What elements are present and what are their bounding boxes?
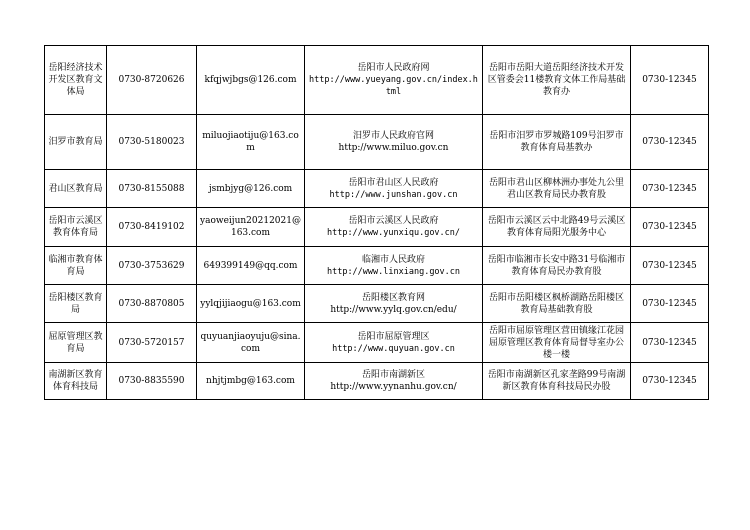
- bureau-name: 汨罗市教育局: [45, 115, 107, 170]
- website-name: 岳阳市南湖新区: [361, 370, 425, 380]
- hotline-number: 0730-12345: [631, 115, 709, 170]
- bureau-name: 岳阳市云溪区教育体育局: [45, 208, 107, 247]
- table-row: [45, 285, 709, 323]
- hotline-number: 0730-12345: [631, 285, 709, 323]
- email-address: kfqjwjbgs@126.com: [197, 46, 305, 115]
- contact-table-body: [45, 46, 709, 400]
- bureau-name: 岳阳经济技术开发区教育文体局: [45, 46, 107, 115]
- hotline-number: 0730-12345: [631, 323, 709, 363]
- website-cell: [305, 46, 483, 115]
- email-address: yaoweijun20212021@163.com: [197, 208, 305, 247]
- website-name: 临湘市人民政府: [361, 254, 425, 265]
- website-name: 岳阳楼区教育网: [361, 292, 425, 303]
- email-address: yylqjijiaogu@163.com: [197, 285, 305, 323]
- table-row: [45, 170, 709, 208]
- phone-number: 0730-3753629: [107, 247, 197, 285]
- website-url[interactable]: http://www.yylq.gov.cn/edu/: [330, 304, 457, 315]
- bureau-name: 君山区教育局: [45, 170, 107, 208]
- hotline-number: 0730-12345: [631, 170, 709, 208]
- website-name: 岳阳市屈原管理区: [357, 331, 430, 342]
- office-address: 岳阳市临湘市长安中路31号临湘市教育体育局民办教育股: [483, 247, 631, 285]
- table-row: [45, 323, 709, 363]
- website-name: 岳阳市君山区人民政府: [348, 177, 439, 188]
- bureau-name: 临湘市教育体育局: [45, 247, 107, 285]
- website-url[interactable]: http://www.yueyang.gov.cn/index.html: [309, 75, 478, 97]
- website-name: 岳阳市云溪区人民政府: [348, 216, 439, 226]
- email-address: nhjtjmbg@163.com: [197, 363, 305, 400]
- website-cell: [305, 208, 483, 247]
- bureau-name: 南湖新区教育体育科技局: [45, 363, 107, 400]
- phone-number: 0730-8835590: [107, 363, 197, 400]
- website-name: 岳阳市人民政府网: [357, 63, 430, 73]
- website-url[interactable]: http://www.linxiang.gov.cn: [326, 266, 461, 277]
- hotline-number: 0730-12345: [631, 363, 709, 400]
- phone-number: 0730-5180023: [107, 115, 197, 170]
- website-cell: [305, 115, 483, 170]
- bureau-name: 屈原管理区教育局: [45, 323, 107, 363]
- hotline-number: 0730-12345: [631, 247, 709, 285]
- phone-number: 0730-5720157: [107, 323, 197, 363]
- website-url[interactable]: http://www.yynanhu.gov.cn/: [330, 382, 457, 392]
- phone-number: 0730-8419102: [107, 208, 197, 247]
- bureau-name: 岳阳楼区教育局: [45, 285, 107, 323]
- phone-number: 0730-8720626: [107, 46, 197, 115]
- phone-number: 0730-8870805: [107, 285, 197, 323]
- website-cell: [305, 285, 483, 323]
- office-address: 岳阳市君山区柳林洲办事处九公里君山区教育局民办教育股: [483, 170, 631, 208]
- website-url[interactable]: http://www.yunxiqu.gov.cn/: [326, 228, 461, 238]
- table-row: [45, 247, 709, 285]
- hotline-number: 0730-12345: [631, 46, 709, 115]
- website-cell: [305, 170, 483, 208]
- office-address: 岳阳市岳阳楼区枫桥湖路岳阳楼区教育局基础教育股: [483, 285, 631, 323]
- office-address: 岳阳市屈原管理区营田镇缘江花园屈原管理区教育体育局督导室办公楼一楼: [483, 323, 631, 363]
- email-address: quyuanjiaoyuju@sina.com: [197, 323, 305, 363]
- table-row: [45, 363, 709, 400]
- contact-table: [44, 45, 709, 400]
- website-url[interactable]: http://www.junshan.gov.cn: [329, 189, 458, 200]
- office-address: 岳阳市岳阳大道岳阳经济技术开发区管委会11楼教育文体工作局基础教育办: [483, 46, 631, 115]
- website-name: 汨罗市人民政府官网: [352, 131, 434, 141]
- website-cell: [305, 363, 483, 400]
- email-address: jsmbjyg@126.com: [197, 170, 305, 208]
- website-url[interactable]: http://www.quyuan.gov.cn: [332, 343, 455, 354]
- office-address: 岳阳市云溪区云中北路49号云溪区教育体育局阳光服务中心: [483, 208, 631, 247]
- office-address: 岳阳市汨罗市罗城路109号汨罗市教育体育局基教办: [483, 115, 631, 170]
- table-row: [45, 208, 709, 247]
- email-address: miluojiaotiju@163.com: [197, 115, 305, 170]
- hotline-number: 0730-12345: [631, 208, 709, 247]
- website-url[interactable]: http://www.miluo.gov.cn: [338, 143, 449, 153]
- phone-number: 0730-8155088: [107, 170, 197, 208]
- website-cell: [305, 323, 483, 363]
- table-row: [45, 115, 709, 170]
- office-address: 岳阳市南湖新区孔家垄路99号南湖新区教育体育科技局民办股: [483, 363, 631, 400]
- email-address: 649399149@qq.com: [197, 247, 305, 285]
- website-cell: [305, 247, 483, 285]
- table-row: [45, 46, 709, 115]
